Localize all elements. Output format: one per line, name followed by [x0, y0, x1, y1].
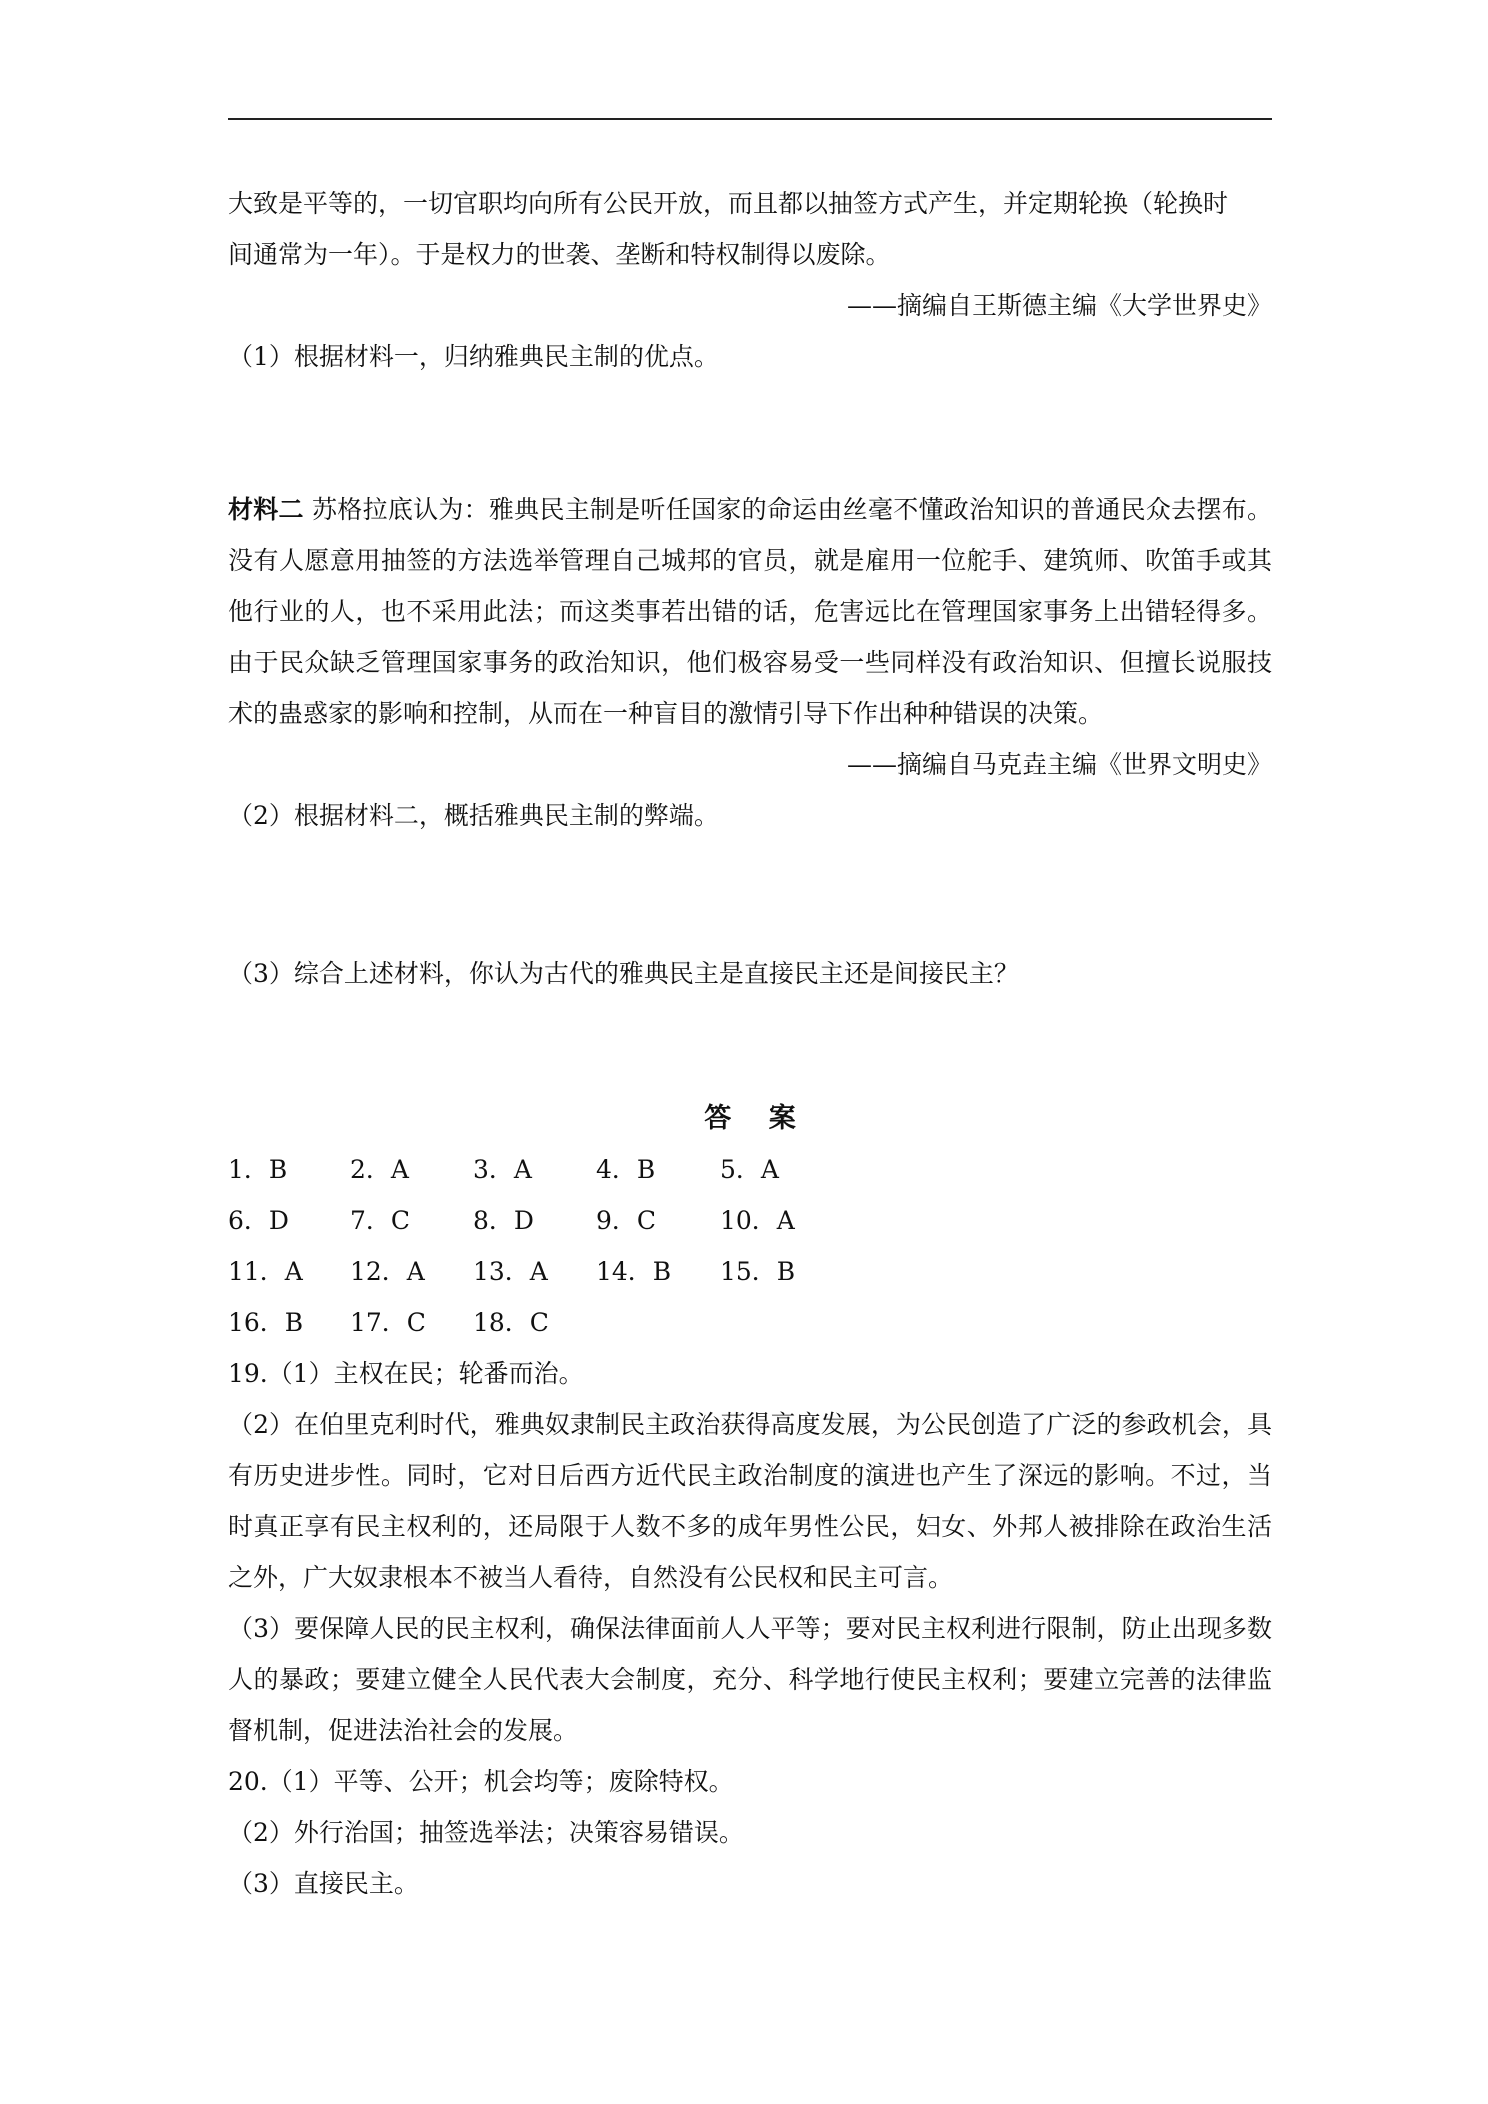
answer-item — [596, 1297, 720, 1348]
answer-item: 11．A — [228, 1257, 303, 1286]
answer-space-3 — [228, 999, 1272, 1093]
answer-19-part-2: （2）在伯里克利时代，雅典奴隶制民主政治获得高度发展，为公民创造了广泛的参政机会，具有历史进步性。同时，它对日后西方近代民主政治制度的演进也产生了深远的影响。不过，当时真正享有民主权利的，还局限于人数不多的成年男性公民，妇女、外邦人被排除在政治生活之外，广大奴隶根本不被当人看待，自然没有公民权和民主可言。 — [228, 1410, 1272, 1592]
answer-20-part-2: （2）外行治国；抽签选举法；决策容易错误。 — [228, 1818, 744, 1847]
answer-item — [720, 1297, 870, 1348]
answer-row — [228, 1297, 1272, 1348]
answer-item: 16．B — [228, 1308, 304, 1337]
question-1: （1）根据材料一，归纳雅典民主制的优点。 — [228, 342, 719, 371]
material-two-paragraph — [228, 484, 1272, 739]
material-two-source: ——摘编自马克垚主编《世界文明史》 — [846, 750, 1272, 779]
answer-item: 5．A — [720, 1155, 779, 1184]
material-two-label: 材料二 — [228, 495, 304, 524]
answer-item: 6．D — [228, 1206, 289, 1235]
document-body — [228, 178, 1272, 1909]
answer-row — [228, 1195, 1272, 1246]
material-two-text: 苏格拉底认为：雅典民主制是听任国家的命运由丝毫不懂政治知识的普通民众去摆布。没有人愿意用抽签的方法选举管理自己城邦的官员，就是雇用一位舵手、建筑师、吹笛手或其他行业的人，也不采用此法；而这类事若出错的话，危害远比在管理国家事务上出错轻得多。由于民众缺乏管理国家事务的政治知识，他们极容易受一些同样没有政治知识、但擅长说服技术的蛊惑家的影响和控制，从而在一种盲目的激情引导下作出种种错误的决策。 — [228, 495, 1272, 728]
answer-row — [228, 1144, 1272, 1195]
question-2: （2）根据材料二，概括雅典民主制的弊端。 — [228, 801, 719, 830]
answer-19-part-3: （3）要保障人民的民主权利，确保法律面前人人平等；要对民主权利进行限制，防止出现多数人的暴政；要建立健全人民代表大会制度，充分、科学地行使民主权利；要建立完善的法律监督机制，促进法治社会的发展。 — [228, 1614, 1272, 1745]
answer-item: 15．B — [720, 1257, 796, 1286]
answer-item: 18．C — [473, 1308, 549, 1337]
answer-20-part-3: （3）直接民主。 — [228, 1869, 419, 1898]
answer-item: 10．A — [720, 1206, 795, 1235]
material-one-source: ——摘编自王斯德主编《大学世界史》 — [846, 291, 1272, 320]
answer-item: 1．B — [228, 1155, 288, 1184]
answer-19-part-1: 19.（1）主权在民；轮番而治。 — [228, 1359, 584, 1388]
question-3: （3）综合上述材料，你认为古代的雅典民主是直接民主还是间接民主？ — [228, 959, 1019, 988]
answer-item: 3．A — [473, 1155, 532, 1184]
answer-item: 14．B — [596, 1257, 672, 1286]
answer-space-2 — [228, 841, 1272, 948]
answer-20-part-1: 20.（1）平等、公开；机会均等；废除特权。 — [228, 1767, 734, 1796]
answer-item: 4．B — [596, 1155, 656, 1184]
material-one-line-2: 间通常为一年）。于是权力的世袭、垄断和特权制得以废除。 — [228, 240, 891, 269]
answer-item: 7．C — [350, 1206, 411, 1235]
answer-item: 2．A — [350, 1155, 409, 1184]
answer-item: 13．A — [473, 1257, 548, 1286]
answers-title: 答 案 — [704, 1103, 810, 1134]
answer-item: 8．D — [473, 1206, 534, 1235]
header-rule — [228, 118, 1272, 120]
answer-item: 17．C — [350, 1308, 426, 1337]
answer-space-1 — [228, 382, 1272, 484]
answer-item: 9．C — [596, 1206, 657, 1235]
answer-row — [228, 1246, 1272, 1297]
answer-item: 12．A — [350, 1257, 425, 1286]
material-one-line-1: 大致是平等的，一切官职均向所有公民开放，而且都以抽签方式产生，并定期轮换（轮换时 — [228, 189, 1229, 218]
